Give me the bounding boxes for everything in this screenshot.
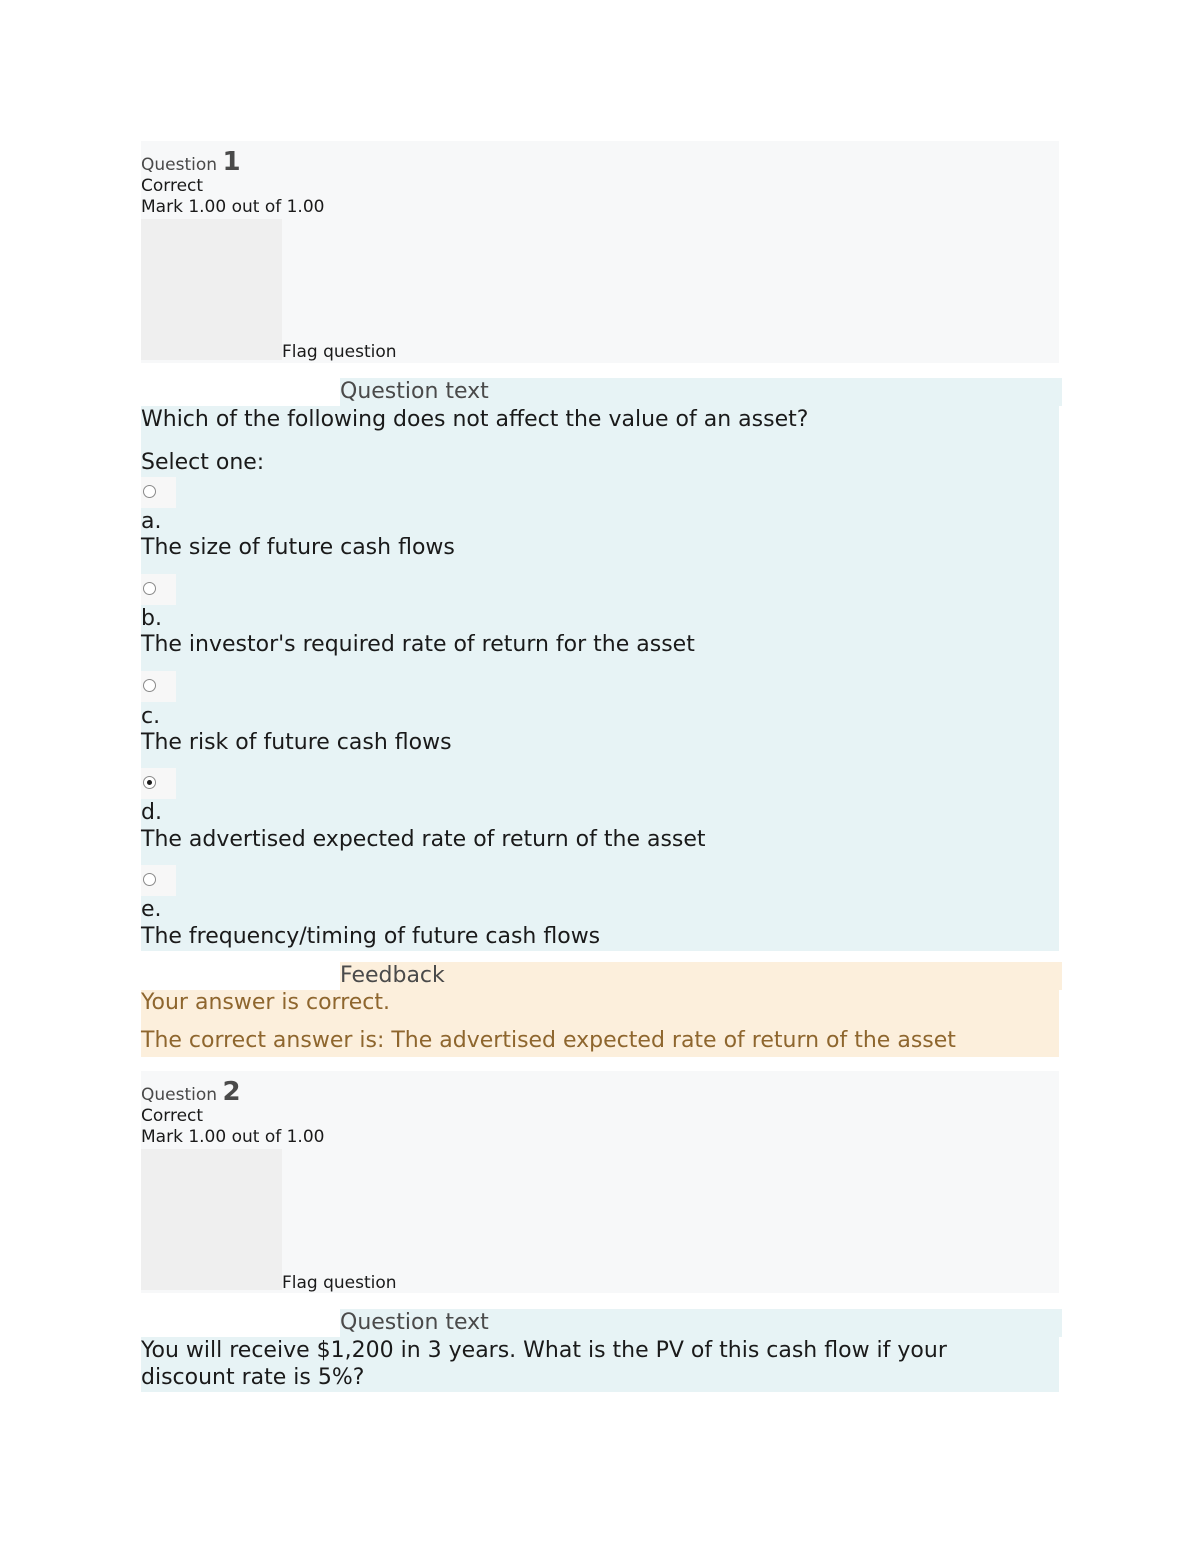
answer-a-radio[interactable] — [143, 485, 156, 498]
question-text-heading: Question text — [340, 378, 1062, 406]
answer-d-letter: d. — [141, 800, 162, 825]
question-1-grade: Mark 1.00 out of 1.00 — [141, 197, 325, 217]
flag-icon[interactable] — [141, 219, 282, 360]
feedback-general: Your answer is correct. — [141, 990, 391, 1015]
question-number-value: 1 — [222, 147, 241, 177]
question-2-info — [141, 1071, 1059, 1293]
question-label: Question — [141, 1085, 218, 1105]
answer-b-radio[interactable] — [143, 582, 156, 595]
question-number-value: 2 — [222, 1077, 241, 1107]
answer-e-letter: e. — [141, 897, 162, 922]
question-1-state: Correct — [141, 176, 204, 196]
question-text-heading: Question text — [340, 1309, 1062, 1337]
question-2-formulation — [141, 1310, 1059, 1392]
answer-d-radio-wrap[interactable] — [141, 768, 176, 799]
answer-d-text[interactable]: The advertised expected rate of return of the asset — [141, 827, 706, 852]
question-1-number — [141, 147, 241, 177]
flag-icon[interactable] — [141, 1149, 282, 1290]
question-2-text-line-2: discount rate is 5%? — [141, 1365, 365, 1390]
answer-c-radio-wrap[interactable] — [141, 671, 176, 702]
feedback-right-answer: The correct answer is: The advertised expected rate of return of the asset — [141, 1028, 956, 1053]
answer-b-radio-wrap[interactable] — [141, 574, 176, 605]
answer-b-text[interactable]: The investor's required rate of return for the asset — [141, 632, 695, 657]
answer-e-text[interactable]: The frequency/timing of future cash flows — [141, 924, 601, 949]
select-one-prompt: Select one: — [141, 450, 265, 475]
answer-d-radio[interactable] — [143, 776, 156, 789]
question-1-formulation — [141, 379, 1059, 951]
answer-a-text[interactable]: The size of future cash flows — [141, 535, 455, 560]
answer-c-radio[interactable] — [143, 679, 156, 692]
question-label: Question — [141, 155, 218, 175]
question-1-text: Which of the following does not affect the value of an asset? — [141, 407, 809, 432]
question-2-state: Correct — [141, 1106, 204, 1126]
flag-question-link[interactable]: Flag question — [282, 1273, 397, 1293]
question-1-feedback — [141, 963, 1059, 1057]
feedback-heading: Feedback — [340, 962, 1062, 990]
answer-a-radio-wrap[interactable] — [141, 477, 176, 508]
question-2-number — [141, 1077, 241, 1107]
answer-c-text[interactable]: The risk of future cash flows — [141, 730, 452, 755]
answer-c-letter: c. — [141, 704, 161, 729]
answer-b-letter: b. — [141, 606, 162, 631]
question-1-info — [141, 141, 1059, 363]
question-2-grade: Mark 1.00 out of 1.00 — [141, 1127, 325, 1147]
flag-question-link[interactable]: Flag question — [282, 342, 397, 362]
answer-e-radio-wrap[interactable] — [141, 865, 176, 896]
answer-a-letter: a. — [141, 509, 162, 534]
question-2-text-line-1: You will receive $1,200 in 3 years. What is the PV of this cash flow if your — [141, 1338, 947, 1363]
answer-e-radio[interactable] — [143, 873, 156, 886]
